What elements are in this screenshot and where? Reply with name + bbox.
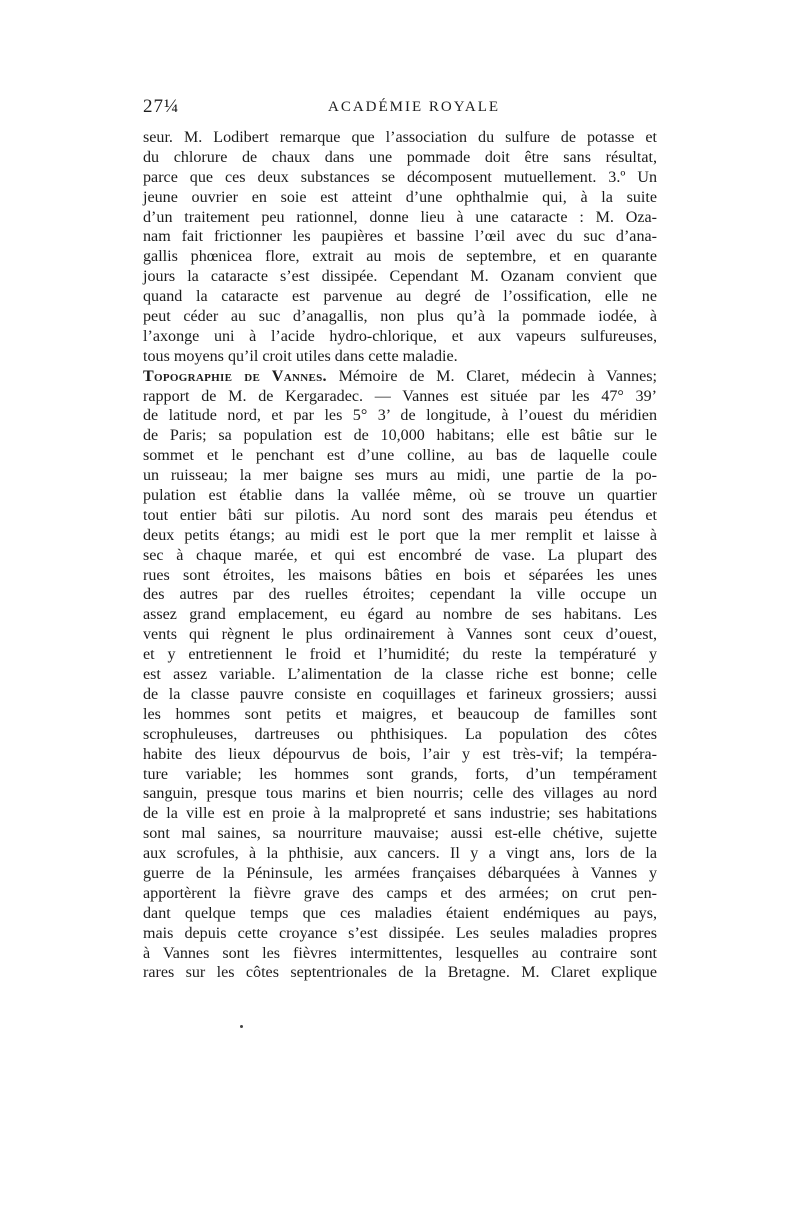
text-line xyxy=(143,148,657,168)
text-line xyxy=(143,725,657,745)
text-line xyxy=(143,406,657,426)
text-line xyxy=(143,625,657,645)
line-text: guerre de la Péninsule, les armées françaises débarquées à Vannes y xyxy=(143,864,657,882)
line-text: scrophuleuses, dartreuses ou phthisiques. La population des côtes xyxy=(143,725,657,743)
text-line xyxy=(143,904,657,924)
line-text: les hommes sont petits et maigres, et beaucoup de familles sont xyxy=(143,705,657,723)
text-line xyxy=(143,546,657,566)
line-text: rares sur les côtes septentrionales de la Bretagne. M. Claret explique xyxy=(143,964,657,982)
text-line xyxy=(143,585,657,605)
section-heading: Topographie de Vannes. xyxy=(143,367,327,385)
text-line xyxy=(143,247,657,267)
text-line xyxy=(143,287,657,307)
line-text: de latitude nord, et par les 5° 3’ de longitude, à l’ouest du méridien xyxy=(143,407,657,425)
text-line xyxy=(143,367,657,387)
text-line xyxy=(143,864,657,884)
text-line xyxy=(143,685,657,705)
text-line xyxy=(143,924,657,944)
text-line xyxy=(143,645,657,665)
line-text: Mémoire de M. Claret, médecin à Vannes; xyxy=(338,367,657,385)
line-text: deux petits étangs; au midi est le port que la mer remplit et laisse à xyxy=(143,526,657,544)
line-text: vents qui règnent le plus ordinairement à Vannes sont ceux d’ouest, xyxy=(143,626,657,644)
line-text: jours la cataracte s’est dissipée. Cependant M. Ozanam convient que xyxy=(143,268,657,286)
text-line xyxy=(143,804,657,824)
text-line xyxy=(143,327,657,347)
line-text: sont mal saines, sa nourriture mauvaise; aussi est-elle chétive, sujette xyxy=(143,825,657,843)
line-text: quand la cataracte est parvenue au degré de l’ossification, elle ne xyxy=(143,288,657,306)
page-header xyxy=(143,96,663,124)
line-text: mais depuis cette croyance s’est dissipée. Les seules maladies propres xyxy=(143,924,657,942)
line-text: d’un traitement peu rationnel, donne lieu à une cataracte : M. Oza- xyxy=(143,208,657,226)
text-line xyxy=(143,745,657,765)
line-text: rapport de M. de Kergaradec. — Vannes est située par les 47° 39’ xyxy=(143,387,657,405)
line-text: de la ville est en proie à la malpropreté et sans industrie; ses habitations xyxy=(143,805,657,823)
text-line xyxy=(143,944,657,964)
text-line xyxy=(143,605,657,625)
line-text: sanguin, presque tous marins et bien nourris; celle des villages au nord xyxy=(143,785,657,803)
text-line xyxy=(143,765,657,785)
line-text: sommet et le penchant est d’une colline, au bas de laquelle coule xyxy=(143,447,657,465)
text-line xyxy=(143,705,657,725)
line-text: nam fait frictionner les paupières et bassine l’œil avec du suc d’ana- xyxy=(143,228,657,246)
text-line xyxy=(143,267,657,287)
line-text: rues sont étroites, les maisons bâties en bois et séparées les unes xyxy=(143,566,657,584)
line-text: de Paris; sa population est de 10,000 habitans; elle est bâtie sur le xyxy=(143,427,657,445)
running-title: ACADÉMIE ROYALE xyxy=(328,99,501,115)
line-text: est assez variable. L’alimentation de la classe riche est bonne; celle xyxy=(143,666,657,684)
line-text: gallis phœnicea flore, extrait au mois de septembre, et en quarante xyxy=(143,248,657,266)
text-line xyxy=(143,426,657,446)
text-line xyxy=(143,347,657,367)
text-line xyxy=(143,227,657,247)
text-line xyxy=(143,665,657,685)
line-text: ture variable; les hommes sont grands, forts, d’un tempérament xyxy=(143,765,657,783)
line-text: tous moyens qu’il croit utiles dans cette maladie. xyxy=(143,347,458,365)
line-text: l’axonge uni à l’acide hydro-chlorique, et aux vapeurs sulfureuses, xyxy=(143,327,657,345)
line-text: seur. M. Lodibert remarque que l’association du sulfure de potasse et xyxy=(143,129,657,146)
text-line xyxy=(143,446,657,466)
line-text: dant quelque temps que ces maladies étaient endémiques au pays, xyxy=(143,904,657,922)
line-text: un ruisseau; la mer baigne ses murs au midi, une partie de la po- xyxy=(143,467,657,485)
text-line xyxy=(143,526,657,546)
page-number: 27¼ xyxy=(143,96,180,117)
line-text: apportèrent la fièvre grave des camps et des armées; on crut pen- xyxy=(143,884,657,902)
line-text: à Vannes sont les fièvres intermittentes, lesquelles au contraire sont xyxy=(143,944,657,962)
text-line xyxy=(143,566,657,586)
text-line xyxy=(143,506,657,526)
line-text: assez grand emplacement, eu égard au nombre de ses habitans. Les xyxy=(143,606,657,624)
text-line xyxy=(143,387,657,407)
line-text: du chlorure de chaux dans une pommade doit être sans résultat, xyxy=(143,148,657,166)
ink-speck xyxy=(240,1025,243,1028)
body-text xyxy=(143,128,657,983)
text-line xyxy=(143,466,657,486)
text-line xyxy=(143,307,657,327)
line-text: peut céder au suc d’anagallis, non plus qu’à la pommade iodée, à xyxy=(143,308,657,326)
line-text: habite des lieux dépourvus de bois, l’air y est très-vif; la tempéra- xyxy=(143,745,657,763)
text-line xyxy=(143,188,657,208)
line-text: tout entier bâti sur pilotis. Au nord sont des marais peu étendus et xyxy=(143,506,657,524)
line-text: et y entretiennent le froid et l’humidité; du reste la températuré y xyxy=(143,646,657,664)
line-text: pulation est établie dans la vallée même, où se trouve un quartier xyxy=(143,487,657,505)
text-line xyxy=(143,884,657,904)
line-text: sec à chaque marée, et qui est encombré de vase. La plupart des xyxy=(143,546,657,564)
text-line xyxy=(143,824,657,844)
text-line xyxy=(143,784,657,804)
text-line xyxy=(143,168,657,188)
text-line xyxy=(143,844,657,864)
text-line xyxy=(143,486,657,506)
line-text: parce que ces deux substances se décomposent mutuellement. 3.º Un xyxy=(143,168,657,186)
text-line xyxy=(143,128,657,148)
line-text: des autres par des ruelles étroites; cependant la ville occupe un xyxy=(143,586,657,604)
text-line xyxy=(143,208,657,228)
text-line xyxy=(143,963,657,983)
line-text: jeune ouvrier en soie est atteint d’une ophthalmie qui, à la suite xyxy=(143,188,657,206)
line-text: aux scrofules, à la phthisie, aux cancers. Il y a vingt ans, lors de la xyxy=(143,845,657,863)
line-text: de la classe pauvre consiste en coquillages et farineux grossiers; aussi xyxy=(143,685,657,703)
